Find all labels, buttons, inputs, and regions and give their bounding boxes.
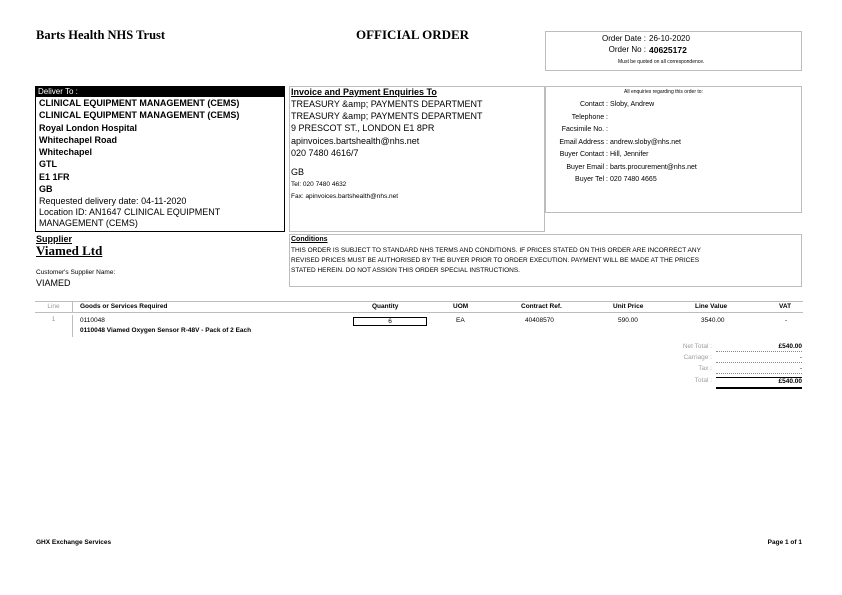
deliver-line: CLINICAL EQUIPMENT MANAGEMENT (CEMS) [39, 98, 240, 108]
col-quantity: Quantity [372, 303, 399, 310]
order-date: 26-10-2020 [649, 34, 690, 43]
net-total-label: Net Total : [682, 343, 712, 350]
conditions-line: REVISED PRICES MUST BE AUTHORISED BY THE BUYER PRIOR TO ORDER EXECUTION. PAYMENT WILL BE MADE AT THE PRICES [291, 257, 700, 264]
buyer-email-value: barts.procurement@nhs.net [610, 164, 697, 171]
buyer-contact-value: Hill, Jennifer [610, 151, 649, 158]
facsimile-label: Facsimile No. : [561, 126, 608, 133]
buyer-contact-label: Buyer Contact : [559, 151, 608, 158]
deliver-to-box [35, 86, 285, 232]
row-line-number: 1 [35, 315, 73, 337]
customer-supplier-label: Customer's Supplier Name: [36, 269, 116, 276]
order-table-header [35, 301, 803, 313]
col-uom: UOM [453, 303, 469, 310]
order-date-label: Order Date : [601, 34, 646, 43]
email-label: Email Address : [559, 139, 608, 146]
invoice-tel: Tel: 020 7480 4632 [291, 181, 347, 188]
invoice-line: TREASURY &amp; PAYMENTS DEPARTMENT [291, 99, 483, 109]
invoice-box [289, 86, 545, 232]
buyer-tel-label: Buyer Tel : [575, 176, 608, 183]
location-id-cont: MANAGEMENT (CEMS) [39, 218, 138, 228]
deliver-line: Whitechapel Road [39, 134, 118, 145]
document-title: OFFICIAL ORDER [356, 27, 470, 42]
deliver-to-address [39, 97, 239, 195]
buyer-tel-value: 020 7480 4665 [610, 176, 657, 183]
totals-block [640, 343, 804, 391]
deliver-line: CLINICAL EQUIPMENT MANAGEMENT (CEMS) [39, 110, 240, 121]
col-vat: VAT [779, 303, 792, 310]
invoice-fax: Fax: apinvoices.bartshealth@nhs.net [291, 193, 399, 200]
table-row [35, 315, 803, 339]
customer-supplier-name: VIAMED [36, 278, 71, 288]
enquiries-heading: All enquiries regarding this order to: [624, 89, 703, 95]
order-info-box [545, 31, 802, 71]
deliver-line: GB [39, 184, 53, 195]
row-description: 0110048 Viamed Oxygen Sensor R-48V - Pack of 2 Each [80, 327, 252, 334]
total-value: £540.00 [716, 377, 802, 389]
telephone-label: Telephone : [571, 114, 608, 121]
order-no: 40625172 [649, 45, 687, 55]
row-line-value: 3540.00 [701, 317, 725, 324]
tax-label: Tax : [698, 365, 712, 372]
supplier-name: Viamed Ltd [36, 243, 103, 258]
row-item-code: 0110048 [80, 317, 105, 324]
deliver-to-heading: Deliver To : [36, 87, 284, 97]
col-line-value: Line Value [695, 303, 728, 310]
contact-value: Sloby, Andrew [610, 101, 655, 108]
contact-label: Contact : [579, 101, 608, 108]
col-contract-ref: Contract Ref. [521, 303, 562, 310]
invoice-country: GB [291, 167, 305, 177]
tax-value: - [716, 365, 802, 374]
conditions-line: THIS ORDER IS SUBJECT TO STANDARD NHS TERMS AND CONDITIONS. IF PRICES STATED ON THIS ORDER ARE INCORRECT ANY [291, 247, 701, 254]
invoice-line: 9 PRESCOT ST., LONDON E1 8PR [291, 123, 435, 134]
quote-note: Must be quoted on all correspondence. [618, 59, 705, 65]
conditions-line: STATED HEREIN. DO NOT ASSIGN THIS ORDER SPECIAL INSTRUCTIONS. [291, 267, 520, 274]
conditions-text [291, 246, 701, 276]
email-value: andrew.sloby@nhs.net [610, 139, 681, 146]
row-contract-ref: 40408570 [525, 317, 554, 324]
carriage-label: Carriage : [683, 354, 712, 361]
invoice-line: TREASURY &amp; PAYMENTS DEPARTMENT [291, 111, 483, 122]
requested-delivery-date: Requested delivery date: 04-11-2020 [39, 196, 187, 206]
enquiries-box [545, 86, 802, 213]
invoice-phone: 020 7480 4616/7 [291, 147, 359, 158]
supplier-heading: Supplier [36, 234, 73, 244]
footer-page-number: Page 1 of 1 [767, 539, 802, 546]
deliver-line: Whitechapel [39, 147, 93, 158]
row-unit-price: 590.00 [618, 317, 638, 324]
conditions-box [289, 234, 802, 287]
deliver-line: E1 1FR [39, 171, 70, 182]
buyer-email-label: Buyer Email : [566, 164, 608, 171]
row-uom: EA [456, 317, 465, 324]
location-id: Location ID: AN1647 CLINICAL EQUIPMENT [39, 207, 221, 217]
row-quantity: 6 [353, 317, 427, 326]
deliver-line: GTL [39, 159, 57, 170]
deliver-line: Royal London Hospital [39, 122, 137, 133]
carriage-value: - [716, 354, 802, 363]
col-unit-price: Unit Price [613, 303, 644, 310]
total-label: Total : [694, 377, 712, 384]
order-no-label: Order No : [608, 45, 646, 54]
row-vat: - [785, 317, 788, 324]
invoice-heading: Invoice and Payment Enquiries To [291, 87, 437, 97]
delivery-details [39, 196, 220, 229]
col-goods: Goods or Services Required [80, 303, 168, 310]
invoice-address [291, 98, 483, 159]
invoice-email: apinvoices.bartshealth@nhs.net [291, 135, 420, 146]
footer-provider: GHX Exchange Services [36, 539, 112, 546]
trust-name: Barts Health NHS Trust [36, 28, 166, 42]
conditions-heading: Conditions [291, 236, 328, 243]
net-total-value: £540.00 [716, 343, 802, 352]
col-line: Line [35, 302, 73, 312]
